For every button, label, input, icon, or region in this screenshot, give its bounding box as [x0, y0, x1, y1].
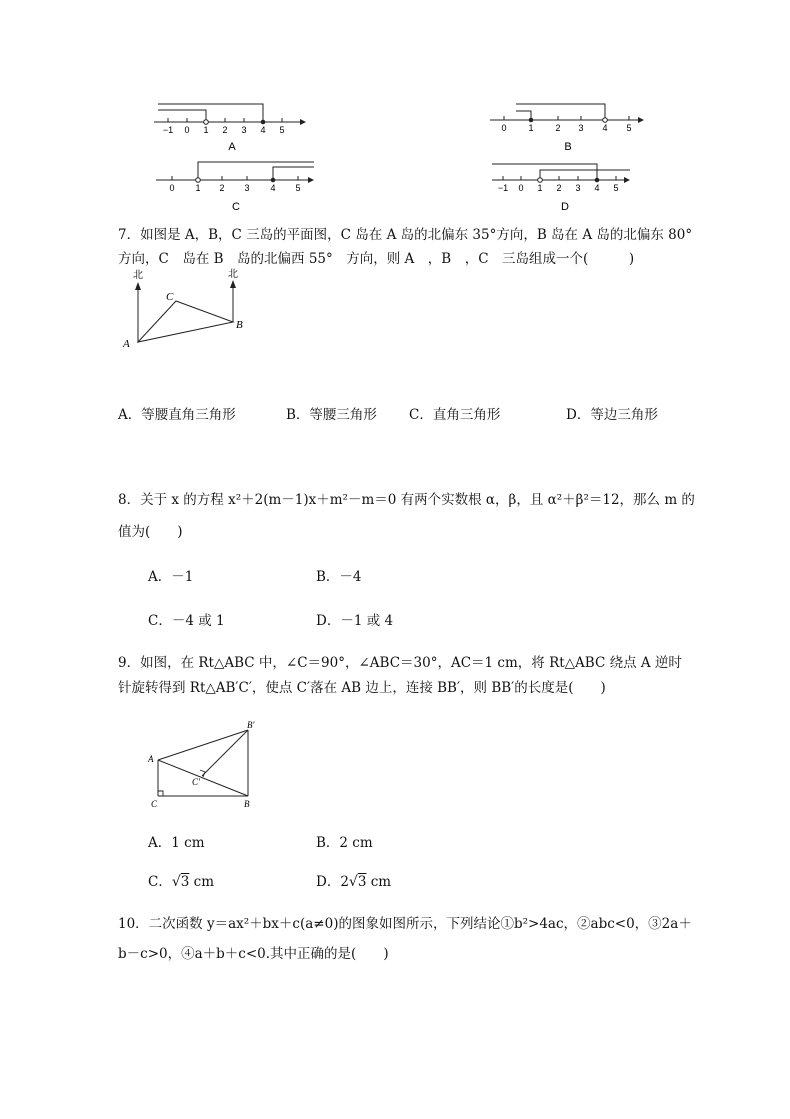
tick-label: 1 — [203, 125, 209, 135]
tick-label: 2 — [219, 183, 225, 193]
q9-option-d-unit: cm — [370, 874, 392, 890]
tick-label: 5 — [613, 183, 619, 193]
tick-label: 3 — [578, 123, 584, 133]
point-label-b: B — [244, 799, 250, 809]
q9-stem-line1: 9．如图，在 Rt△ABC 中，∠C＝90°，∠ABC＝30°，AC＝1 cm，将 Rt△ABC 绕点 A 逆时 — [118, 655, 682, 671]
q9-triangle-figure — [146, 718, 268, 810]
q8-option-c[interactable]: C．－4 或 1 — [148, 613, 225, 629]
tick-label: 1 — [537, 183, 543, 193]
q7-stem-line2: 方向，C 岛在 B 岛的北偏西 55° 方向，则 A ，B ，C 三岛组成一个( ) — [118, 251, 635, 267]
sqrt-icon: √ — [348, 874, 358, 890]
q8-option-a[interactable]: A．－1 — [148, 569, 194, 585]
north-label: 北 — [228, 269, 238, 280]
figure-option-c — [152, 156, 322, 214]
tick-label: 4 — [270, 183, 276, 193]
point-label-c: C — [151, 799, 158, 809]
tick-label: 4 — [594, 183, 600, 193]
tick-label: 2 — [556, 183, 562, 193]
q7-option-b[interactable]: B．等腰三角形 — [286, 407, 377, 423]
q9-option-c[interactable] — [148, 873, 214, 891]
q9-option-c-unit: cm — [193, 874, 215, 890]
tick-label: 0 — [518, 183, 524, 193]
q9-option-c-radicand: 3 — [180, 874, 190, 890]
tick-label: 5 — [626, 123, 632, 133]
tick-label: 5 — [279, 125, 285, 135]
north-label: 北 — [133, 270, 143, 281]
point-label-b-prime: B′ — [247, 720, 255, 730]
tick-label: 2 — [555, 123, 561, 133]
q9-option-b[interactable]: B．2 cm — [316, 835, 373, 851]
q8-stem-line1: 8．关于 x 的方程 x²＋2(m－1)x＋m²－m＝0 有两个实数根 α，β，且 α²＋β²＝12，那么 m 的 — [118, 492, 695, 508]
tick-label: 0 — [169, 183, 175, 193]
tick-label: 1 — [195, 183, 201, 193]
figure-option-d — [488, 160, 638, 216]
q8-stem-line2: 值为( ) — [118, 524, 183, 540]
figure-option-b — [486, 100, 651, 155]
q9-stem-line2: 针旋转得到 Rt△AB′C′，使点 C′落在 AB 边上，连接 BB′，则 BB′的长度是( ) — [118, 680, 606, 696]
q7-stem-line1: 7．如图是 A，B，C 三岛的平面图，C 岛在 A 岛的北偏东 35°方向，B 岛在 A 岛的北偏东 80° — [118, 227, 693, 243]
q7-option-a[interactable]: A．等腰直角三角形 — [118, 407, 236, 423]
tick-label: 1 — [528, 123, 534, 133]
tick-label: −1 — [497, 183, 509, 193]
tick-label: 0 — [184, 125, 190, 135]
q8-option-b[interactable]: B．－4 — [316, 569, 362, 585]
q7-option-d[interactable]: D．等边三角形 — [566, 407, 658, 423]
q9-option-c-label: C． — [148, 874, 172, 890]
q10-stem-line2: b－c>0，④a＋b＋c<0.其中正确的是( ) — [118, 946, 389, 962]
point-label-a: A — [148, 754, 154, 764]
tick-label: 2 — [222, 125, 228, 135]
sqrt-icon: √ — [171, 874, 181, 890]
tick-label: 4 — [260, 125, 266, 135]
point-label-a: A — [123, 338, 130, 350]
tick-label: 3 — [575, 183, 581, 193]
figure-label: D — [561, 201, 569, 213]
point-label-b: B — [236, 319, 243, 331]
tick-label: 0 — [501, 123, 507, 133]
q9-option-a[interactable]: A．1 cm — [148, 835, 205, 851]
q9-option-d-label: D．2 — [316, 874, 349, 890]
point-label-c-prime: C′ — [192, 777, 200, 787]
tick-label: 5 — [295, 183, 301, 193]
figure-option-a — [150, 100, 310, 155]
q7-option-c[interactable]: C．直角三角形 — [409, 407, 501, 423]
q10-stem-line1: 10．二次函数 y＝ax²＋bx＋c(a≠0)的图象如图所示，下列结论①b²>4ac，②abc<0，③2a＋ — [118, 916, 692, 932]
figure-label: A — [228, 141, 236, 153]
q9-option-d-radicand: 3 — [357, 874, 367, 890]
tick-label: 3 — [244, 183, 250, 193]
tick-label: −1 — [162, 125, 174, 135]
q9-option-d[interactable] — [316, 873, 391, 891]
q7-island-map — [118, 266, 258, 352]
tick-label: 4 — [602, 123, 608, 133]
tick-label: 3 — [241, 125, 247, 135]
point-label-c: C — [166, 291, 174, 303]
q8-option-d[interactable]: D．－1 或 4 — [316, 613, 394, 629]
figure-label: C — [232, 201, 240, 213]
figure-label: B — [564, 141, 572, 153]
